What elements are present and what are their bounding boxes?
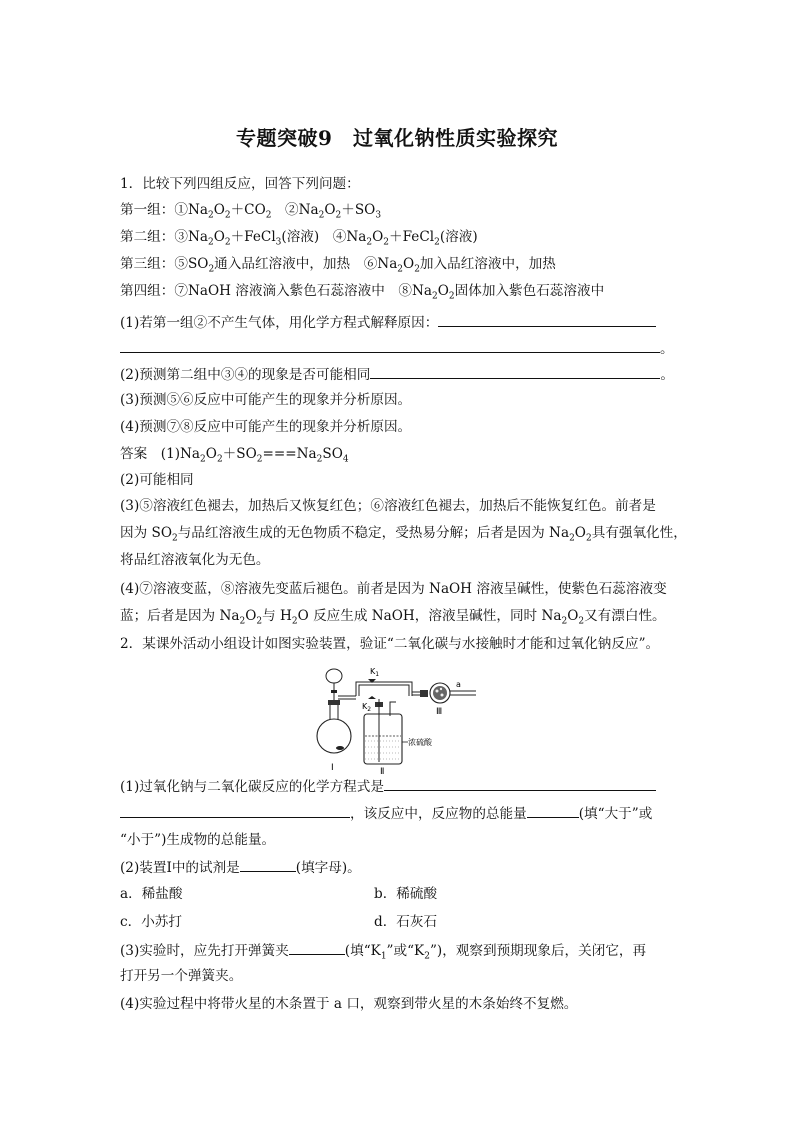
q1-answer-4-line1: (4)⑦溶液变蓝，⑧溶液先变蓝后褪色。前者是因为 NaOH 溶液呈碱性，使紫色石蕊溶液变: [120, 581, 667, 597]
option-d[interactable]: d．石灰石: [374, 914, 438, 930]
option-c[interactable]: c．小苏打: [120, 914, 182, 930]
answer-blank[interactable]: [120, 338, 660, 353]
k1-label: $K_1$: [370, 667, 380, 678]
q2-stem: 2．某课外活动小组设计如图实验装置，验证“二氧化碳与水接触时才能和过氧化钠反应”。: [120, 636, 660, 652]
q1-answer-3-line3: 将品红溶液氧化为无色。: [120, 552, 270, 568]
q2-sub3: (3)实验时，应先打开弹簧夹 (填“$K_1$”或“$K_2$”)，观察到预期现象后，关闭它，再: [120, 940, 646, 961]
q2-sub1-cont: ，该反应中，反应物的总能量 (填“大于”或: [120, 803, 652, 824]
answer-blank[interactable]: [240, 857, 296, 872]
answer-blank[interactable]: [384, 776, 656, 791]
q2-sub1: (1)过氧化钠与二氧化碳反应的化学方程式是: [120, 776, 656, 797]
q2-sub3-cont: 打开另一个弹簧夹。: [120, 968, 243, 984]
answer-blank[interactable]: [438, 312, 656, 327]
q1-group1: 第一组：$①Na_2O_2+CO_2$ $②Na_2O_2+SO_3$: [120, 202, 382, 221]
q1-sub1: (1)若第一组②不产生气体，用化学方程式解释原因：: [120, 312, 656, 333]
acid-label: 浓硫酸: [408, 738, 432, 747]
q1-group2: 第二组：$③Na_2O_2+FeCl_3$(溶液) $④Na_2O_2+FeCl_2$(溶液): [120, 229, 478, 248]
apparatus-figure: [316, 662, 482, 776]
q1-answer-1: 答案 $(1)Na_2O_2+SO_2===Na_2SO_4$: [120, 446, 349, 465]
q1-sub1-cont: 。: [120, 338, 674, 359]
page-title: 专题突破9 过氧化钠性质实验探究: [236, 126, 558, 150]
option-b[interactable]: b．稀硫酸: [374, 886, 438, 902]
q1-sub4: (4)预测⑦⑧反应中可能产生的现象并分析原因。: [120, 419, 412, 435]
option-a[interactable]: a．稀盐酸: [120, 886, 183, 902]
q1-stem: 1．比较下列四组反应，回答下列问题：: [120, 176, 360, 192]
label-II: Ⅱ: [380, 767, 385, 776]
q1-sub2: (2)预测第二组中③④的现象是否可能相同 。: [120, 364, 674, 385]
answer-blank[interactable]: [289, 940, 345, 955]
q1-answer-2: (2)可能相同: [120, 472, 194, 488]
answer-blank[interactable]: [370, 364, 660, 379]
port-a-label: a: [456, 680, 461, 689]
q1-group3: 第三组：$⑤SO_2$通入品红溶液中，加热 $⑥Na_2O_2$加入品红溶液中，加热: [120, 256, 556, 275]
answer-label: 答案: [120, 446, 148, 462]
q1-sub3: (3)预测⑤⑥反应中可能产生的现象并分析原因。: [120, 392, 412, 408]
q1-answer-3-line1: (3)⑤溶液红色褪去，加热后又恢复红色；⑥溶液红色褪去，加热后不能恢复红色。前者是: [120, 498, 656, 514]
q2-sub1-cont2: “小于”)生成物的总能量。: [120, 832, 276, 848]
label-I: Ⅰ: [331, 763, 334, 773]
answer-blank[interactable]: [120, 803, 350, 818]
answer-blank[interactable]: [527, 803, 579, 818]
k2-label: $K_2$: [362, 702, 372, 713]
q1-answer-3-line2: 因为 $SO_2$与品红溶液生成的无色物质不稳定，受热易分解；后者是因为 $Na_2O_2$具有强氧化性，: [120, 525, 687, 544]
q1-group4: 第四组：⑦NaOH 溶液滴入紫色石蕊溶液中 $⑧Na_2O_2$固体加入紫色石蕊溶液中: [120, 283, 605, 302]
q2-sub4: (4)实验过程中将带火星的木条置于 a 口，观察到带火星的木条始终不复燃。: [120, 996, 578, 1012]
label-III: Ⅲ: [436, 707, 443, 717]
q1-answer-4-line2: 蓝；后者是因为 $Na_2O_2$与 $H_2O$ 反应生成 NaOH，溶液呈碱性，同时 $Na_2O_2$又有漂白性。: [120, 608, 666, 627]
q2-sub2: (2)装置Ⅰ中的试剂是 (填字母)。: [120, 857, 361, 878]
